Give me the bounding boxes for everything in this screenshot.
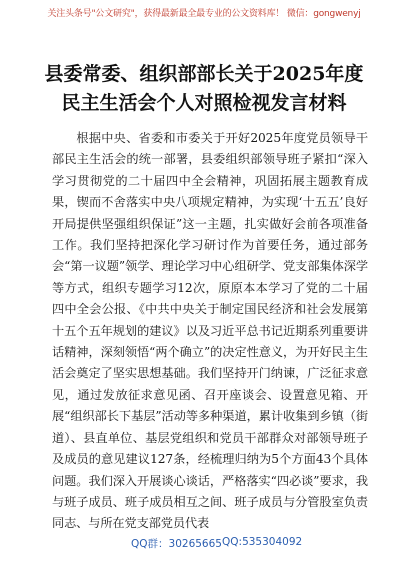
footer-qq-group: QQ群：30265665 (131, 538, 222, 550)
footer-qq-contact: QQ:535304092 (222, 536, 303, 548)
document-body (52, 128, 368, 535)
header-banner: 关注头条号"公文研究"，获得最新最全最专业的公文资料库！ 微信：gongwenyj (47, 9, 361, 19)
document-title: 县委常委、组织部部长关于2025年度民主生活会个人对照检视发言材料 (44, 63, 364, 114)
body-paragraph: 根据中央、省委和市委关于开好2025年度党员领导干部民主生活会的统一部署，县委组织部领导班子紧扣“深入学习贯彻党的二十届四中全会精神，巩固拓展主题教育成果，锲而不舍落实中央八项规定精神，为实现‘十五五’良好开局提供坚强组织保证”这一主题，扎实做好会前各项准备工作。我们坚持把深化学习研讨作为首要任务，通过部务会“第一议题”领学、理论学习中心组研学、党支部集体深学等方式，组织专题学习12次，原原本本学习了党的二十届四中全会公报、《中共中央关于制定国民经济和社会发展第十五个五年规划的建议》以及习近平总书记近期系列重要讲话精神，深刻领悟“两个确立”的决定性意义，为开好民主生活会奠定了坚实思想基础。我们坚持开门纳谏，广泛征求意见，通过发放征求意见函、召开座谈会、设置意见箱、开展“组织部长下基层”活动等多种渠道，累计收集到乡镇（街道）、县直单位、基层党组织和党员干部群众对部领导班子及成员的意见建议127条，经梳理归纳为5个方面43个具体问题。我们深入开展谈心谈话，严格落实“四必谈”要求，我与班子成员、班子成员相互之间、班子成员与分管股室负责同志、与所在党支部党员代表 (52, 131, 368, 531)
